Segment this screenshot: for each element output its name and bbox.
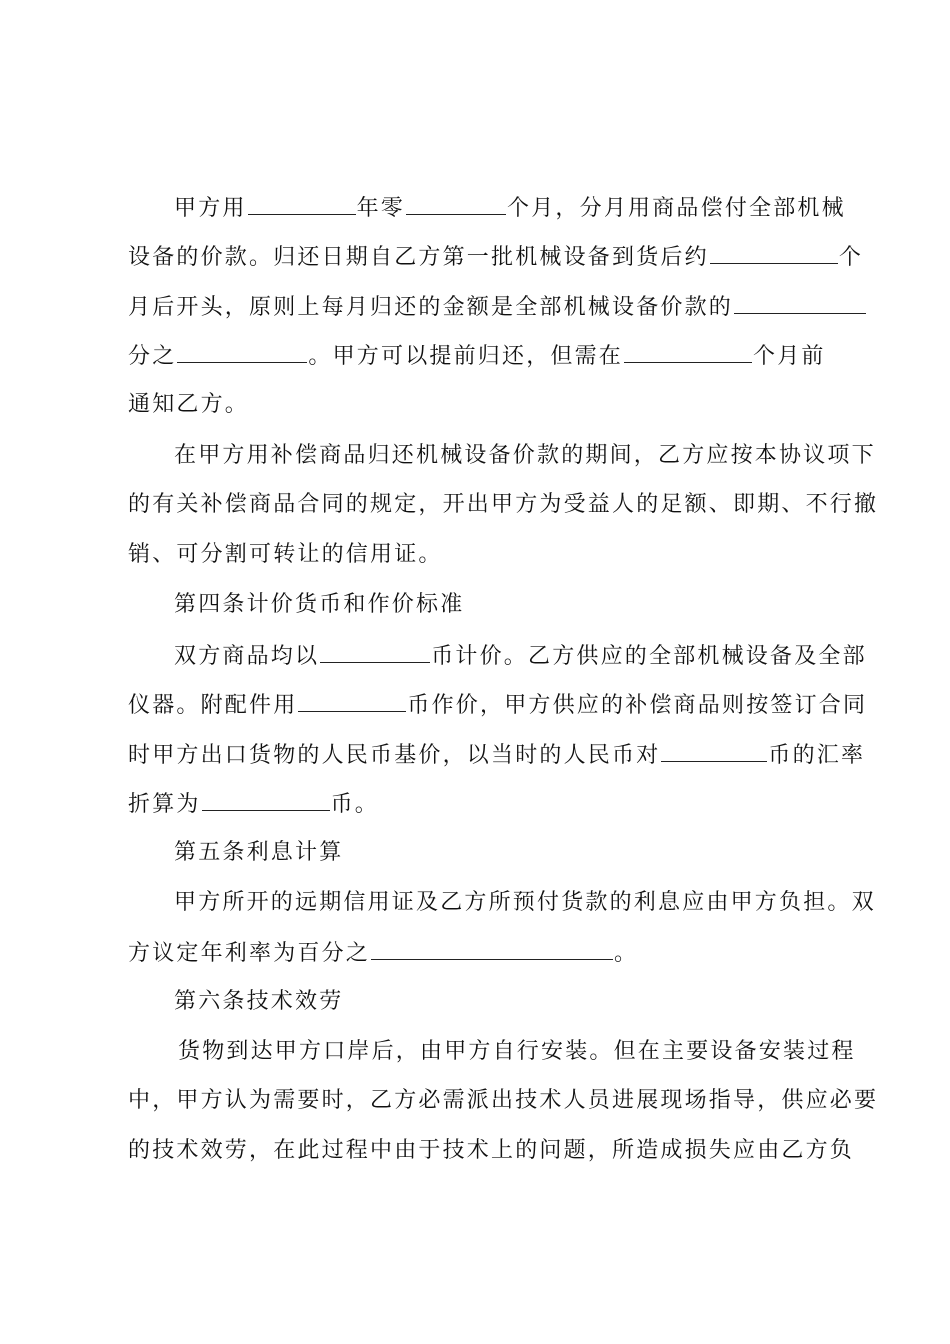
blank-line (661, 739, 767, 762)
p1-line-2 (128, 241, 863, 273)
blank-line (734, 291, 866, 314)
blank-line (371, 937, 613, 960)
p1-line-1 (174, 192, 846, 224)
p5-line-2: 中，甲方认为需要时，乙方必需派出技术人员进展现场指导，供应必要 (128, 1088, 879, 1113)
blank-line (298, 689, 406, 712)
section-heading-4: 第四条计价货币和作价标准 (174, 592, 465, 617)
text: 设备的价款。归还日期自乙方第一批机械设备到货后约 (128, 245, 709, 270)
p5-line-1: 货物到达甲方口岸后，由甲方自行安装。但在主要设备安装过程 (178, 1039, 856, 1064)
blank-line (202, 788, 330, 811)
text: 时甲方出口货物的人民币基价，以当时的人民币对 (128, 743, 661, 768)
section-heading-6: 第六条技术效劳 (174, 989, 344, 1014)
blank-line (624, 340, 752, 363)
blank-line (406, 192, 506, 215)
blank-line (320, 640, 430, 663)
p1-line-4 (128, 340, 826, 372)
text: 分之 (128, 344, 177, 369)
p3-line-2 (128, 689, 867, 721)
p5-line-3: 的技术效劳，在此过程中由于技术上的问题，所造成损失应由乙方负 (128, 1138, 855, 1163)
text: 月后开头，原则上每月归还的金额是全部机械设备价款的 (128, 295, 734, 320)
p1-line-5: 通知乙方。 (128, 392, 250, 417)
text: 。 (614, 941, 639, 966)
text: 甲方用 (174, 196, 247, 221)
text: 折算为 (128, 792, 201, 817)
p2-line-2: 的有关补偿商品合同的规定，开出甲方为受益人的足额、即期、不行撤 (128, 492, 879, 517)
p3-line-1 (174, 640, 867, 672)
p2-line-1: 在甲方用补偿商品归还机械设备价款的期间，乙方应按本协议项下 (174, 443, 876, 468)
text: 个月前 (753, 344, 826, 369)
blank-line (710, 241, 838, 264)
p3-line-4 (128, 788, 379, 820)
text: 个月，分月用商品偿付全部机械 (507, 196, 846, 221)
text: 币计价。乙方供应的全部机械设备及全部 (431, 644, 867, 669)
p2-line-3: 销、可分割可转让的信用证。 (128, 542, 443, 567)
text: 方议定年利率为百分之 (128, 941, 371, 966)
text: 币。 (330, 792, 380, 817)
p3-line-3 (128, 739, 865, 771)
text: 币的汇率 (768, 743, 866, 768)
text: 年零 (356, 196, 406, 221)
text: 。甲方可以提前归还，但需在 (308, 344, 624, 369)
p4-line-2 (128, 937, 638, 969)
text: 个 (838, 245, 864, 270)
text: 币作价，甲方供应的补偿商品则按签订合同 (407, 693, 868, 718)
text: 仪器。附配件用 (128, 693, 298, 718)
blank-line (177, 340, 307, 363)
p1-line-3 (128, 291, 867, 323)
blank-line (248, 192, 356, 215)
text: 双方商品均以 (174, 644, 320, 669)
p4-line-1: 甲方所开的远期信用证及乙方所预付货款的利息应由甲方负担。双 (174, 890, 876, 915)
section-heading-5: 第五条利息计算 (174, 840, 344, 865)
